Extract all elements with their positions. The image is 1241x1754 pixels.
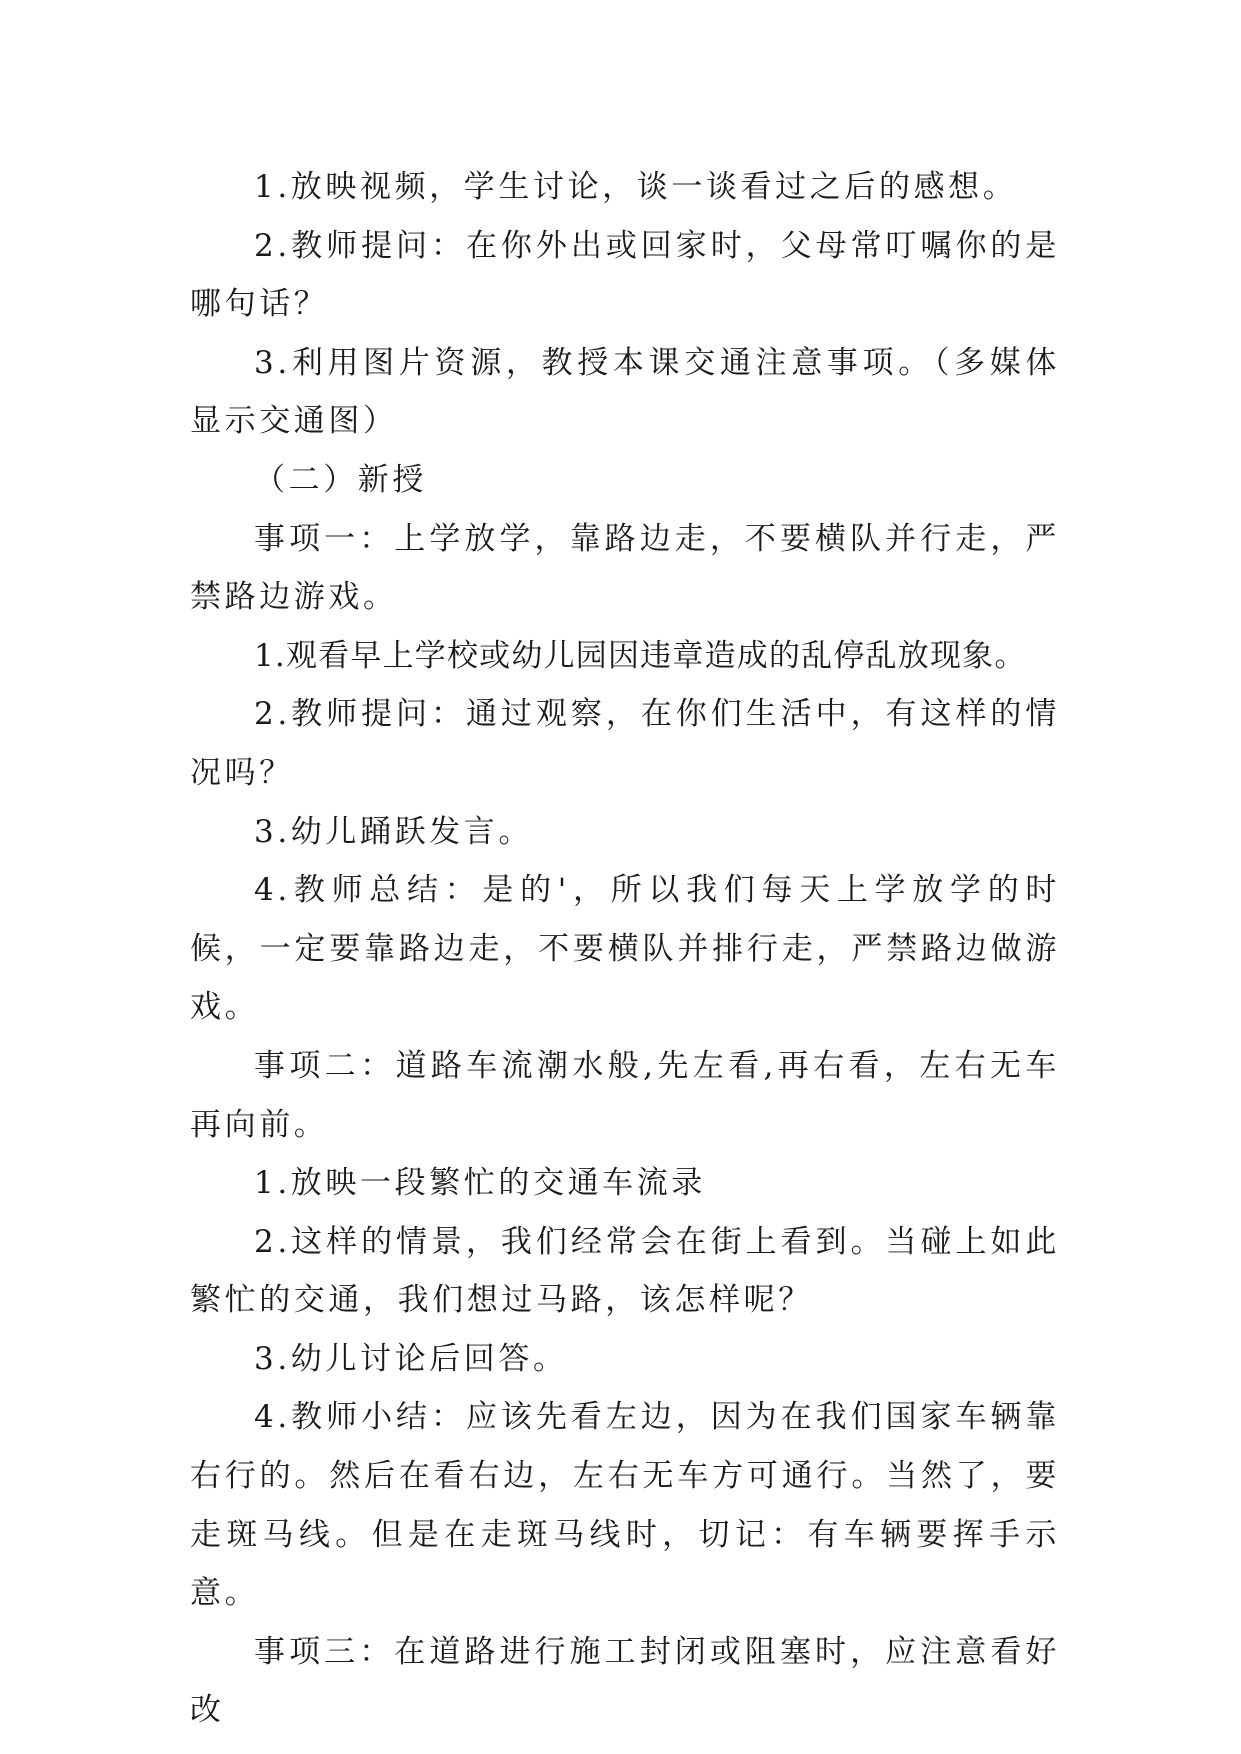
paragraph: 事项三：在道路进行施工封闭或阻塞时，应注意看好改	[190, 1633, 1060, 1729]
paragraph: 3.利用图片资源，教授本课交通注意事项。（多媒体显示交通图）	[190, 344, 1060, 440]
paragraph: 事项一：上学放学，靠路边走，不要横队并行走，严禁路边游戏。	[190, 520, 1060, 616]
paragraph: 3.幼儿踊跃发言。	[254, 813, 533, 850]
paragraph: 4.教师小结：应该先看左边，因为在我们国家车辆靠右行的。然后在看右边，左右无车方可通行。当然了，要走斑马线。但是在走斑马线时，切记：有车辆要挥手示意。	[190, 1399, 1060, 1612]
paragraph: 2.教师提问：通过观察，在你们生活中，有这样的情况吗？	[190, 696, 1060, 791]
paragraph: 4.教师总结：是的'，所以我们每天上学放学的时候，一定要靠路边走，不要横队并排行走，严禁路边做游戏。	[190, 872, 1060, 1026]
section-heading: （二）新授	[254, 461, 427, 498]
paragraph: 1.放映视频，学生讨论，谈一谈看过之后的感想。	[254, 169, 1018, 205]
paragraph: 1.放映一段繁忙的交通车流录	[254, 1165, 706, 1202]
paragraph: 2.这样的情景，我们经常会在街上看到。当碰上如此繁忙的交通，我们想过马路，该怎样呢？	[190, 1223, 1060, 1319]
document-body	[190, 158, 1060, 1740]
paragraph: 3.幼儿讨论后回答。	[254, 1340, 568, 1377]
paragraph: 1.观看早上学校或幼儿园因违章造成的乱停乱放现象。	[254, 637, 1027, 674]
paragraph: 事项二：道路车流潮水般,先左看,再右看，左右无车再向前。	[190, 1047, 1060, 1143]
paragraph: 2.教师提问：在你外出或回家时，父母常叮嘱你的是哪句话？	[190, 227, 1060, 323]
